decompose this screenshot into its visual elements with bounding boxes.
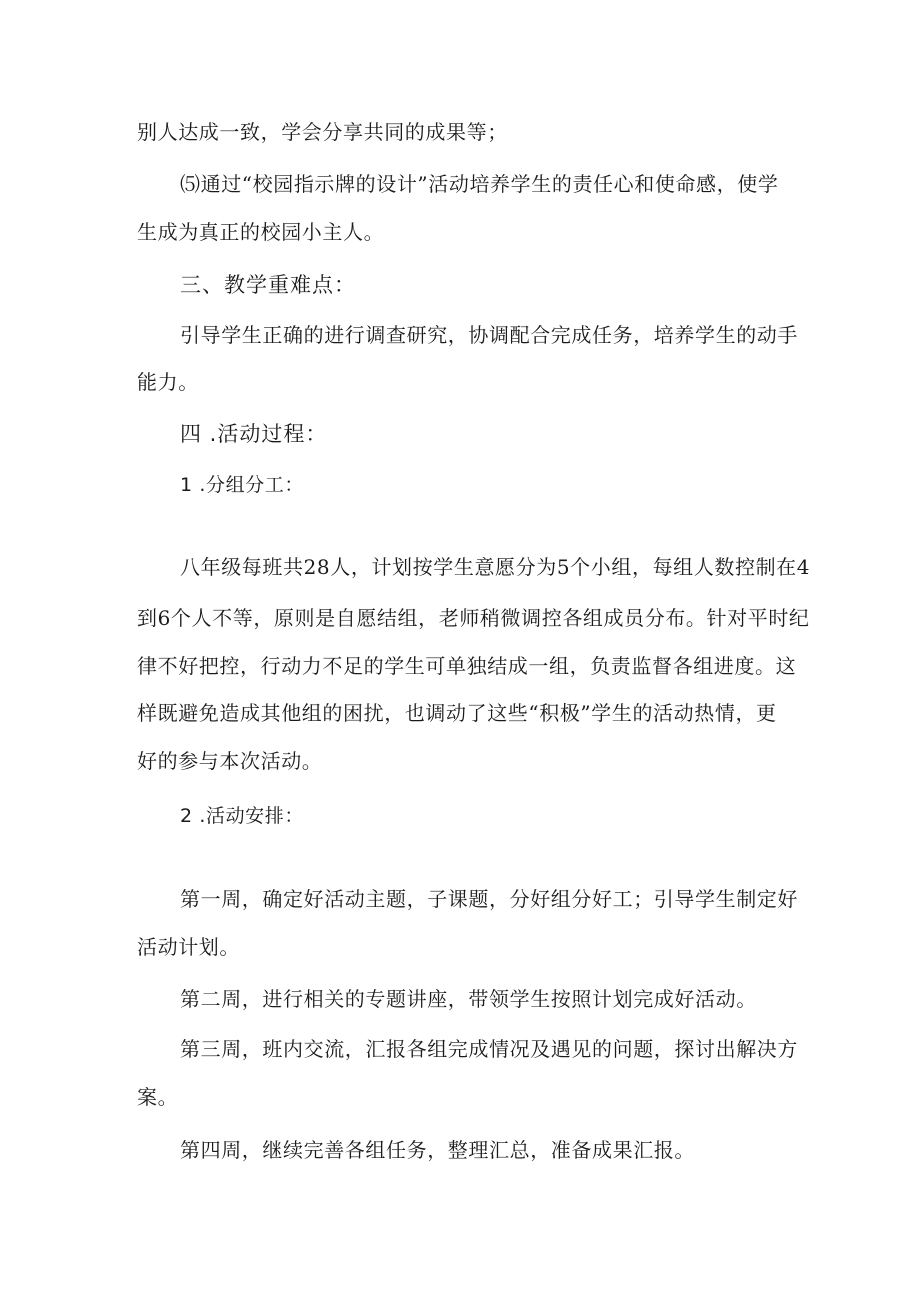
paragraph-line: 生成为真正的校园小主人。: [137, 220, 385, 244]
paragraph-line: 律不好把控，行动力不足的学生可单独结成一组，负责监督各组进度。这: [137, 654, 797, 678]
paragraph-line: 好的参与本次活动。: [137, 749, 323, 773]
paragraph-line: 能力。: [137, 370, 199, 394]
week-1-line: 第一周，确定好活动主题，子课题，分好组分好工；引导学生制定好: [180, 887, 798, 911]
paragraph-line: 别人达成一致，学会分享共同的成果等；: [137, 120, 508, 144]
week-2-line: 第二周，进行相关的专题讲座，带领学生按照计划完成好活动。: [180, 987, 757, 1011]
paragraph-line: 活动计划。: [137, 935, 240, 959]
paragraph-line: 案。: [137, 1085, 179, 1109]
week-4-line: 第四周，继续完善各组任务，整理汇总，准备成果汇报。: [180, 1138, 695, 1162]
paragraph-line: 样既避免造成其他组的困扰，也调动了这些“积极”学生的活动热情，更: [137, 701, 777, 725]
objective-5-line: ⑸通过“校园指示牌的设计”活动培养学生的责任心和使命感，使学: [180, 172, 779, 196]
section-heading-activity-process: 四 .活动过程：: [180, 422, 328, 446]
week-3-line: 第三周，班内交流，汇报各组完成情况及遇见的问题，探讨出解决方: [180, 1037, 798, 1061]
paragraph-line: 到6个人不等，原则是自愿结组，老师稍微调控各组成员分布。针对平时纪: [137, 606, 810, 630]
subheading-grouping: 1 .分组分工：: [180, 474, 304, 496]
paragraph-line: 引导学生正确的进行调查研究，协调配合完成任务，培养学生的动手: [180, 323, 798, 347]
paragraph-line: 八年级每班共28人，计划按学生意愿分为5个小组，每组人数控制在4: [180, 555, 811, 579]
subheading-schedule: 2 .活动安排：: [180, 805, 304, 827]
section-heading-teaching-focus: 三、教学重难点：: [180, 273, 356, 297]
